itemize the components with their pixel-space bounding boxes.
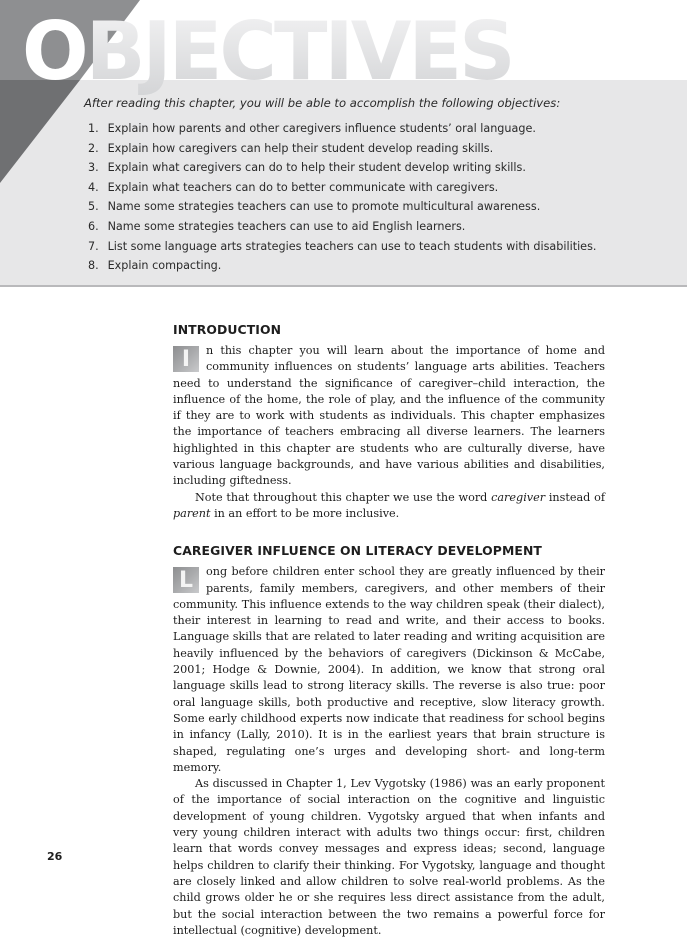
objective-item [88, 119, 596, 139]
objective-item [88, 178, 596, 198]
objective-number: 3. [88, 161, 99, 175]
emphasis: parent [173, 506, 211, 520]
objectives-header [0, 0, 687, 290]
paragraph [173, 490, 605, 523]
paragraph-text: instead of [545, 490, 605, 504]
objective-number: 1. [88, 122, 99, 135]
objective-item [88, 256, 596, 276]
page-number: 26 [47, 850, 63, 863]
objective-text: Name some strategies teachers can use to aid English learners. [107, 219, 466, 233]
objective-text: Explain how parents and other caregivers influence students’ oral language. [107, 122, 536, 135]
objective-text: Explain compacting. [107, 259, 222, 273]
paragraph-text: n this chapter you will learn about the importance of home and community influences on students’ language arts abilities. Teachers need to understand the significance of caregiver–child interaction, the influence of the home, the role of play, and the influence of the community if they are to work with students as individuals. This chapter emphasizes the importance of teachers embracing all diverse learners. The learners highlighted in this chapter are students who are culturally diverse, have various language backgrounds, and have various abilities and disabilities, including giftedness. [173, 344, 605, 488]
drop-cap-letter: L [178, 568, 194, 594]
objective-number: 6. [88, 219, 99, 233]
section-introduction [173, 322, 605, 522]
title-rest: BJECTIVES [85, 5, 513, 98]
drop-cap-letter: I [181, 347, 191, 372]
objective-item [88, 237, 596, 257]
paragraph-text: in an effort to be more inclusive. [210, 506, 400, 520]
objectives-intro: After reading this chapter, you will be able to accomplish the following objectives: [84, 96, 561, 110]
objective-item [88, 197, 596, 217]
objective-number: 5. [88, 200, 99, 214]
emphasis: caregiver [491, 490, 546, 504]
objective-number: 4. [88, 180, 99, 194]
objective-text: List some language arts strategies teachers can use to teach students with disabilities. [107, 239, 597, 253]
paragraph [173, 343, 605, 490]
objective-number: 8. [88, 259, 99, 273]
section-heading: CAREGIVER INFLUENCE ON LITERACY DEVELOPMENT [173, 543, 542, 559]
paragraph: As discussed in Chapter 1, Lev Vygotsky (1986) was an early proponent of the importance of social interaction on the cognitive and linguistic development of young children. Vygotsky argued that when infants and very young children interact with adults two things occur: first, children learn that words convey messages and express ideas; second, language helps children to clarify their thinking. For Vygotsky, language and thought are closely linked and allow children to solve real-world problems. As the child grows older he or she requires less direct assistance from the adult, but the social interaction between the two remains a powerful force for intellectual (cognitive) development. [173, 777, 605, 937]
objective-item [88, 158, 596, 178]
title-first-letter: O [22, 5, 86, 98]
objective-item [88, 139, 596, 159]
objectives-title [22, 5, 513, 98]
paragraph [173, 564, 605, 776]
main-content [173, 322, 605, 939]
objective-number: 7. [88, 239, 99, 253]
objective-text: Explain what caregivers can do to help their student develop writing skills. [107, 161, 526, 175]
paragraph-text: ong before children enter school they are greatly influenced by their parents, family members, caregivers, and other members of their community. This influence extends to the way children speak (their dialect), their interest in learning to read and write, and their access to books. Language skills that are related to later reading and writing acquisition are heavily influenced by the behaviors of caregivers (Dickinson & McCabe, 2001; Hodge & Downie, 2004). In addition, we know that strong oral language skills lead to strong literacy skills. The reverse is also true: poor oral language skills, both productive and receptive, slow literacy growth. Some early childhood experts now indicate that readiness for school begins in infancy (Lally, 2010). It is in the earliest years that brain structure is shaped, regulating one’s urges and developing short- and long-term memory. [173, 565, 605, 774]
section-caregiver-influence [173, 543, 605, 939]
section-heading: INTRODUCTION [173, 322, 282, 337]
objective-text: Name some strategies teachers can use to promote multicultural awareness. [107, 200, 541, 214]
paragraph-text: Note that throughout this chapter we use the word [195, 490, 492, 504]
drop-cap-icon [173, 346, 199, 372]
drop-cap-icon [173, 567, 199, 593]
objective-number: 2. [88, 141, 99, 155]
objective-text: Explain what teachers can do to better communicate with caregivers. [107, 180, 499, 194]
objective-item [88, 217, 596, 237]
objective-text: Explain how caregivers can help their student develop reading skills. [107, 141, 494, 155]
objectives-list [88, 119, 596, 276]
